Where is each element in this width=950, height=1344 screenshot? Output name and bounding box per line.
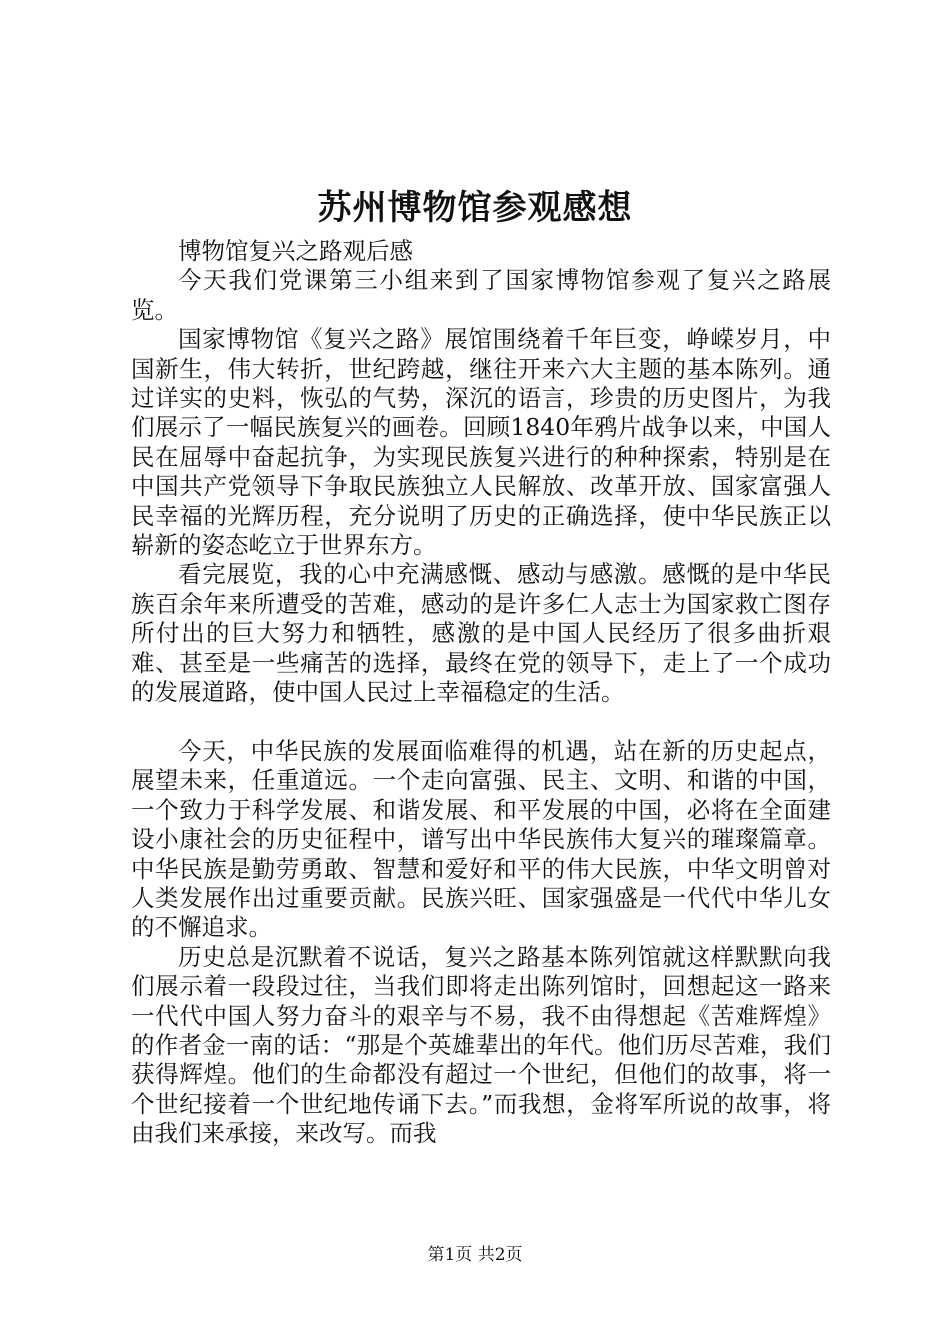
paragraph-history: 历史总是沉默着不说话，复兴之路基本陈列馆就这样默默向我们展示着一段段过往，当我们即将走出陈列馆时，回想起这一路来一代代中国人努力奋斗的艰辛与不易，我不由得想起《苦难辉煌》的作者金一南的话：“那是个英雄辈出的年代。他们历尽苦难，我们获得辉煌。他们的生命都没有超过一个世纪，但他们的故事，将一个世纪接着一个世纪地传诵下去。”而我想，金将军所说的故事，将由我们来承接，来改写。而我	[131, 942, 831, 1148]
document-body	[131, 237, 831, 1149]
paragraph-feelings: 看完展览，我的心中充满感慨、感动与感激。感慨的是中华民族百余年来所遭受的苦难，感动的是许多仁人志士为国家救亡图存所付出的巨大努力和牺牲，感激的是中国人民经历了很多曲折艰难、甚至是一些痛苦的选择，最终在党的领导下，走上了一个成功的发展道路，使中国人民过上幸福稳定的生活。	[131, 560, 831, 707]
paragraph-subtitle: 博物馆复兴之路观后感	[178, 237, 413, 265]
page-number-footer: 第1页 共2页	[427, 1245, 523, 1265]
document-title: 苏州博物馆参观感想	[317, 188, 633, 228]
paragraph-intro: 今天我们党课第三小组来到了国家博物馆参观了复兴之路展览。	[131, 266, 831, 324]
paragraph-today: 今天，中华民族的发展面临难得的机遇，站在新的历史起点，展望未来，任重道远。一个走向富强、民主、文明、和谐的中国，一个致力于科学发展、和谐发展、和平发展的中国，必将在全面建设小康社会的历史征程中，谱写出中华民族伟大复兴的璀璨篇章。中华民族是勤劳勇敢、智慧和爱好和平的伟大民族，中华文明曾对人类发展作出过重要贡献。民族兴旺、国家强盛是一代代中华儿女的不懈追求。	[131, 736, 831, 942]
paragraph-exhibition: 国家博物馆《复兴之路》展馆围绕着千年巨变，峥嵘岁月，中国新生，伟大转折，世纪跨越，继往开来六大主题的基本陈列。通过详实的史料，恢弘的气势，深沉的语言，珍贵的历史图片，为我们展示了一幅民族复兴的画卷。回顾1840年鸦片战争以来，中国人民在屈辱中奋起抗争，为实现民族复兴进行的种种探索，特别是在中国共产党领导下争取民族独立人民解放、改革开放、国家富强人民幸福的光辉历程，充分说明了历史的正确选择，使中华民族正以崭新的姿态屹立于世界东方。	[131, 325, 831, 560]
